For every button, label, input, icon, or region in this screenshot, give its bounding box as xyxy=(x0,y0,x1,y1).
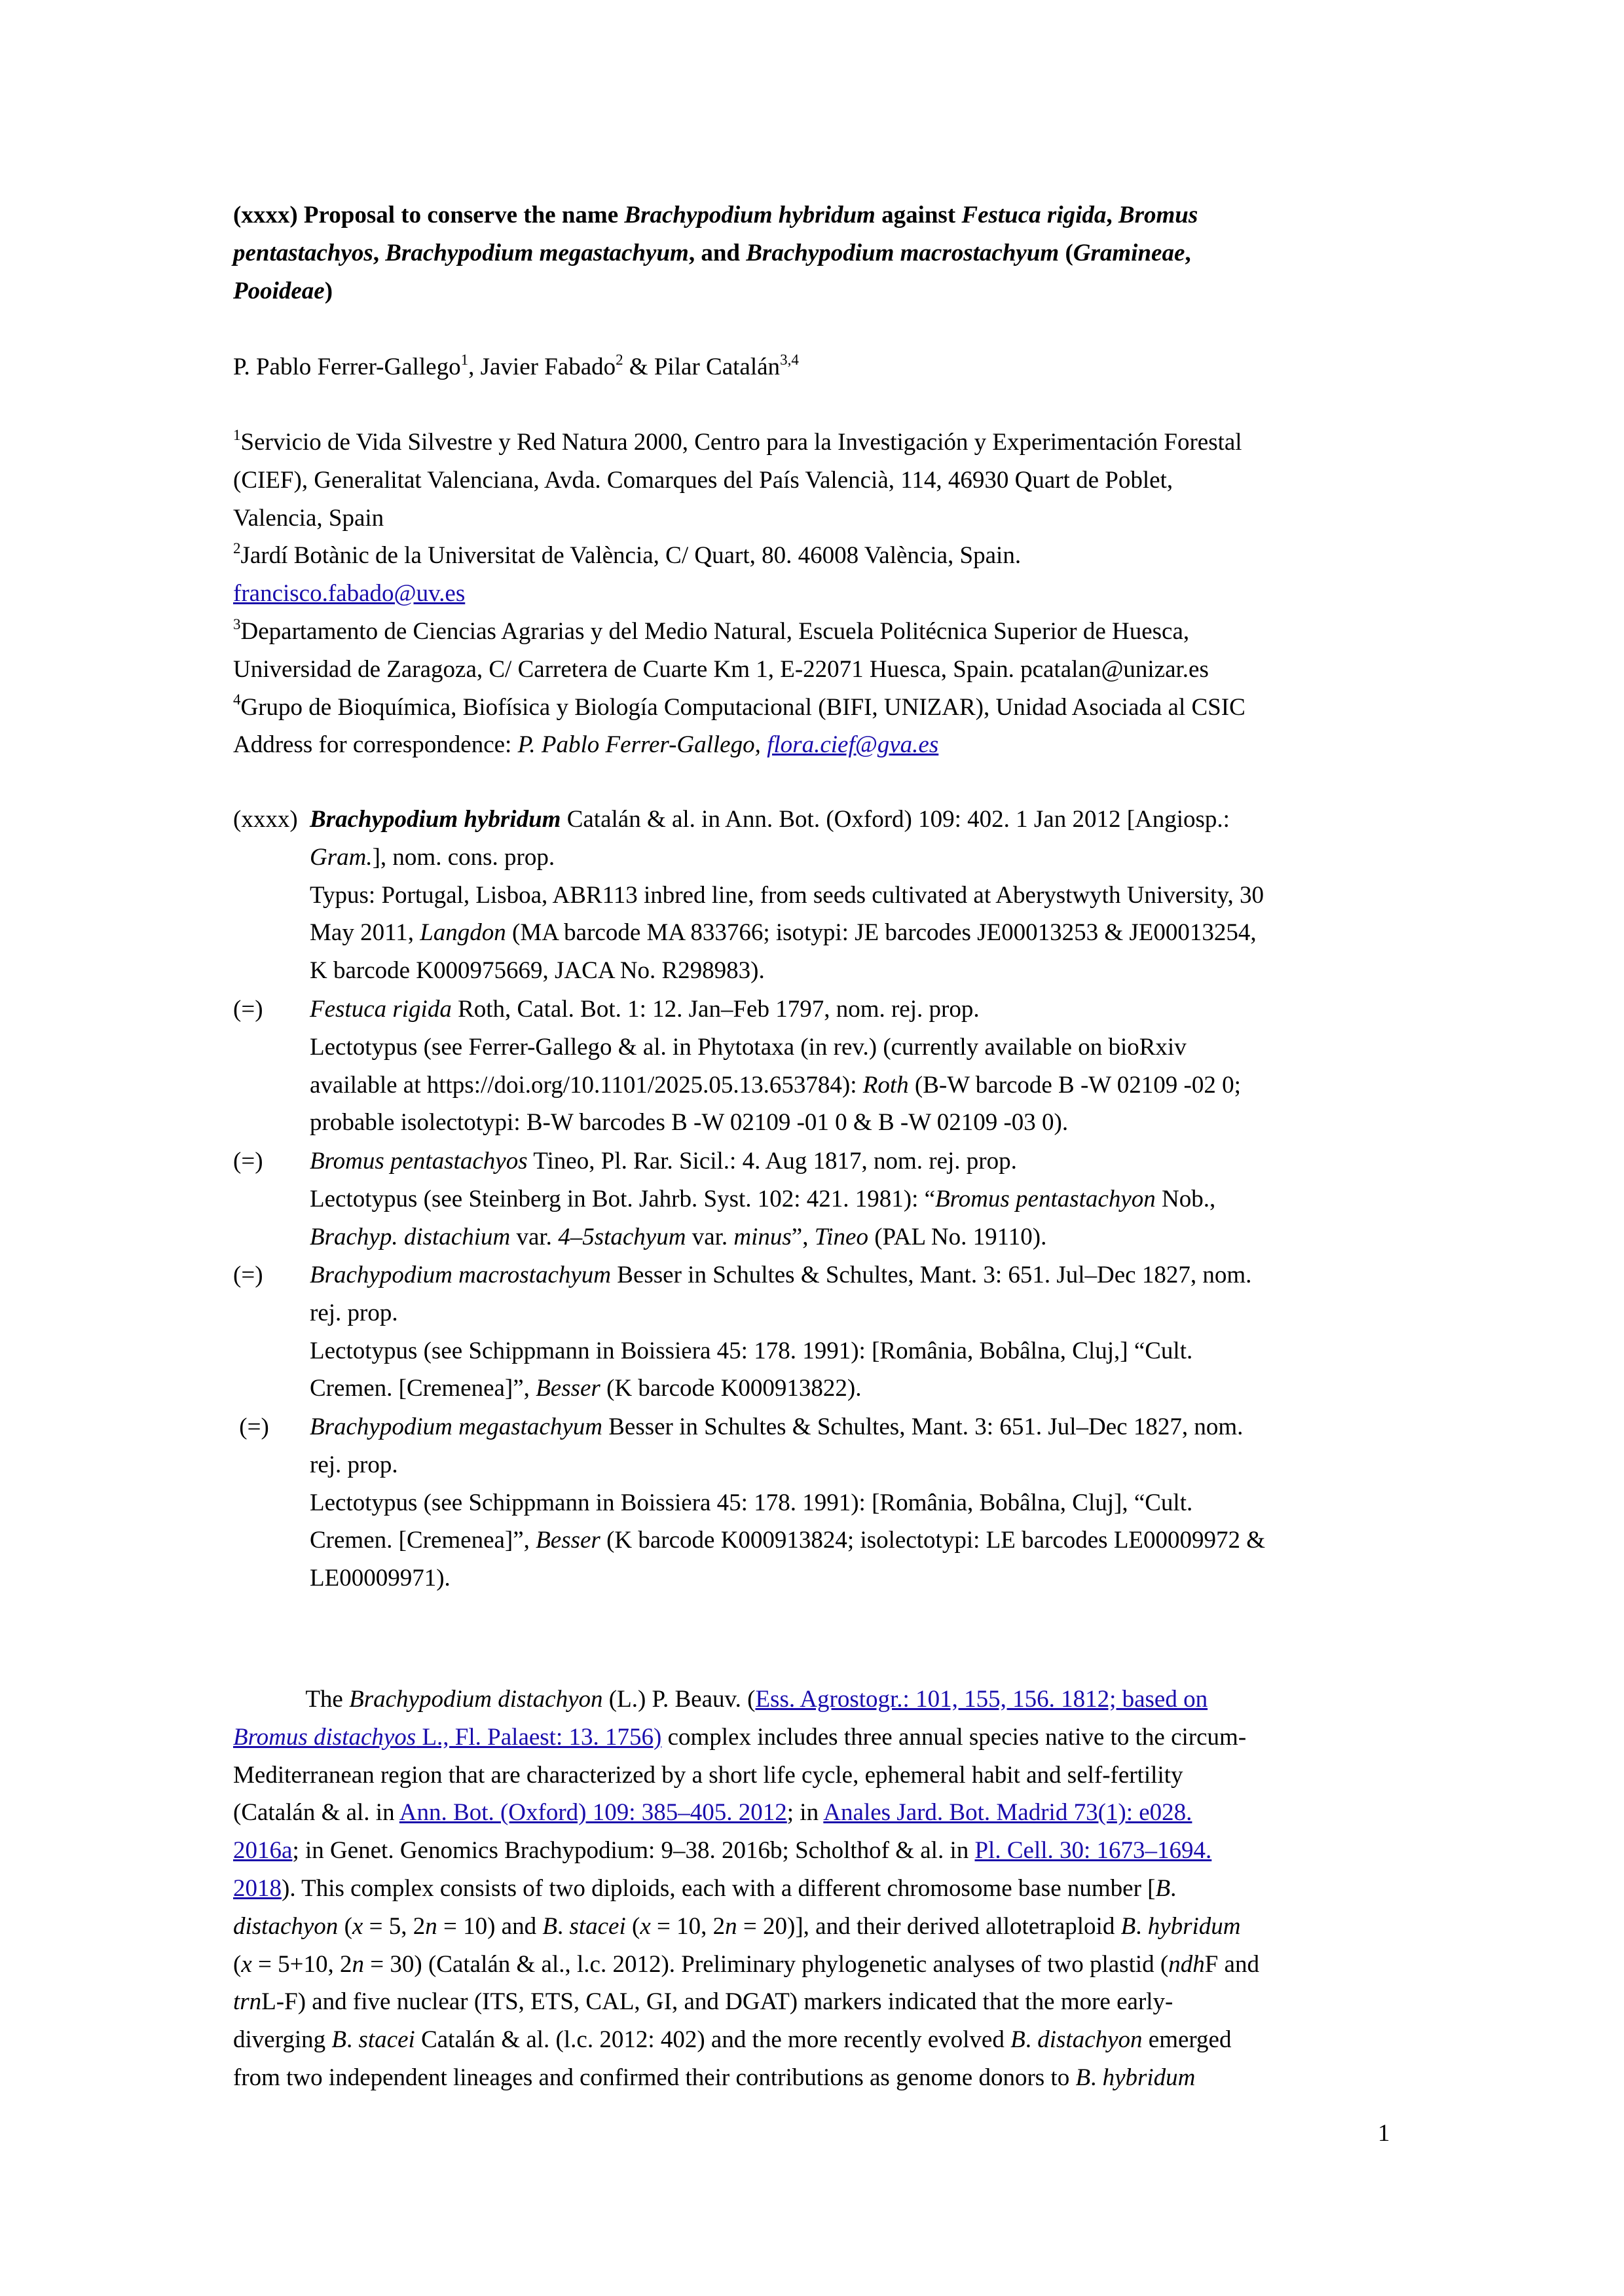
text-run: = 10) and xyxy=(437,1912,543,1940)
text-run: Grupo de Bioquímica, Biofísica y Biología Computacional (BIFI, UNIZAR), Unidad Asociada al CSIC xyxy=(240,693,1246,721)
italic-text: Brachypodium hybridum xyxy=(624,202,876,228)
italic-text: Tineo xyxy=(814,1223,868,1250)
text-run: F and xyxy=(1204,1950,1259,1978)
text-run: Cremen. [Cremenea]”, xyxy=(310,1375,536,1402)
superscript: 1 xyxy=(460,351,469,368)
text-run: against xyxy=(875,202,962,228)
entry-line xyxy=(310,1522,1265,1559)
text-run: emerged xyxy=(1142,2026,1232,2054)
italic-text: 4–5stachyum xyxy=(558,1223,686,1250)
affiliation-line xyxy=(233,575,1405,613)
link[interactable]: francisco.fabado@uv.es xyxy=(233,580,466,608)
text-run: (Catalán & al. in xyxy=(233,1799,399,1827)
text-run: (MA barcode MA 833766; isotypi: JE barcodes JE00013253 & JE00013254, xyxy=(506,919,1257,947)
text-run: Catalán & al. in Ann. Bot. (Oxford) 109: 402. 1 Jan 2012 [Angiosp.: xyxy=(561,806,1230,833)
text-run: (K barcode K000913822). xyxy=(600,1375,862,1402)
entry-line xyxy=(310,1332,1251,1370)
affiliation-line xyxy=(233,500,1405,538)
entry-line xyxy=(310,1218,1215,1256)
text-run: (PAL No. 19110). xyxy=(868,1223,1047,1250)
entry-line xyxy=(310,839,1264,877)
text-run: ( xyxy=(625,1912,640,1940)
text-run: complex includes three annual species native to the circum- xyxy=(661,1723,1247,1751)
text-run: . xyxy=(1170,1874,1177,1902)
text-run: (xxxx) Proposal to conserve the name xyxy=(233,202,625,228)
text-run: available at https://doi.org/10.1101/2025.05.13.653784): xyxy=(310,1071,863,1099)
text-run: ( xyxy=(338,1912,352,1940)
text-run: , xyxy=(373,239,386,266)
superscript: 2 xyxy=(616,351,623,368)
entry-line xyxy=(310,877,1264,915)
body-line xyxy=(233,2059,1405,2097)
entry-text xyxy=(310,1256,1251,1408)
text-run: Nob., xyxy=(1155,1185,1216,1212)
entry-line xyxy=(310,1180,1215,1218)
text-run: Universidad de Zaragoza, C/ Carretera de Cuarte Km 1, E-22071 Huesca, Spain. pcatalan@unizar.es xyxy=(233,655,1209,683)
body-line xyxy=(233,1681,1405,1719)
author-list xyxy=(233,348,1405,386)
italic-text: B xyxy=(542,1912,557,1940)
text-run: rej. prop. xyxy=(310,1299,398,1326)
text-run: = 5, 2 xyxy=(363,1912,426,1940)
text-run: . xyxy=(346,2026,359,2054)
italic-text: Brachypodium megastachyum xyxy=(310,1413,602,1440)
superscript: 2 xyxy=(233,540,241,557)
italic-text: x xyxy=(352,1912,363,1940)
entry-line xyxy=(310,991,1241,1029)
affiliations xyxy=(233,424,1405,764)
text-run: May 2011, xyxy=(310,919,420,947)
superscript: 3,4 xyxy=(780,351,799,368)
link[interactable]: flora.cief@gva.es xyxy=(767,731,939,759)
text-run: ”, xyxy=(791,1223,815,1250)
title-line xyxy=(233,234,1405,272)
text-run: ( xyxy=(233,1950,242,1978)
italic-text: distachyon xyxy=(1037,2026,1143,2054)
italic-text: stacei xyxy=(569,1912,626,1940)
italic-text: Brachypodium macrostachyum xyxy=(310,1262,612,1288)
entry-line xyxy=(310,1029,1241,1066)
link[interactable]: L., Fl. Palaest: 13. 1756) xyxy=(416,1723,662,1751)
italic-text: Gram. xyxy=(310,843,373,871)
text-run: L-F) and five nuclear (ITS, ETS, CAL, GI, and DGAT) markers indicated that the more early- xyxy=(261,1988,1173,2016)
text-run: from two independent lineages and confirmed their contributions as genome donors to xyxy=(233,2064,1076,2091)
text-run: rej. prop. xyxy=(310,1451,398,1478)
text-run: Lectotypus (see Ferrer-Gallego & al. in Phytotaxa (in rev.) (currently available on bioRxiv xyxy=(310,1033,1187,1061)
italic-text: hybridum xyxy=(1147,1912,1241,1940)
text-run: = 10, 2 xyxy=(650,1912,726,1940)
text-run: Catalán & al. (l.c. 2012: 402) and the more recently evolved xyxy=(415,2026,1011,2054)
entry-text xyxy=(310,991,1241,1142)
entry-line xyxy=(310,1066,1241,1104)
italic-text: n xyxy=(352,1950,364,1978)
italic-text: hybridum xyxy=(1102,2064,1196,2091)
text-run: Mediterranean region that are characterized by a short life cycle, ephemeral habit and self-fertility xyxy=(233,1761,1183,1789)
body-line xyxy=(233,1794,1405,1832)
superscript: 3 xyxy=(233,615,241,632)
entry-line xyxy=(310,1104,1241,1142)
text-run: , xyxy=(1185,239,1191,266)
entry-line xyxy=(310,1142,1215,1180)
italic-text: Gramineae xyxy=(1073,239,1185,266)
superscript: 4 xyxy=(233,691,241,708)
italic-text: ndh xyxy=(1168,1950,1205,1978)
italic-text: Festuca rigida xyxy=(961,202,1107,228)
entry-marker: (=) xyxy=(233,1262,263,1288)
affiliation-line xyxy=(233,462,1405,500)
text-run: ; in Genet. Genomics Brachypodium: 9–38. 2016b; Scholthof & al. in xyxy=(292,1837,975,1865)
text-run: ; in xyxy=(786,1799,824,1827)
italic-text: Langdon xyxy=(420,919,506,947)
link[interactable]: Ann. Bot. (Oxford) 109: 385–405. 2012 xyxy=(399,1799,787,1827)
italic-text: trn xyxy=(233,1988,262,2016)
italic-text: Besser xyxy=(536,1527,600,1554)
text-run: Besser in Schultes & Schultes, Mant. 3: 651. Jul–Dec 1827, nom. xyxy=(602,1413,1244,1440)
italic-text: minus xyxy=(733,1223,792,1250)
text-run: The xyxy=(233,1686,350,1713)
affiliation-line xyxy=(233,689,1405,727)
italic-text: Bromus pentastachyon xyxy=(935,1185,1156,1212)
text-run: ( xyxy=(1059,239,1073,266)
entry-text xyxy=(310,1408,1265,1597)
italic-text: x xyxy=(241,1950,252,1978)
italic-text: B xyxy=(1155,1874,1171,1902)
italic-text: x xyxy=(640,1912,651,1940)
link[interactable]: Ess. Agrostogr.: 101, 155, 156. 1812; based on xyxy=(755,1686,1208,1713)
text-run: (B-W barcode B -W 02109 -02 0; xyxy=(908,1071,1241,1099)
text-run: Cremen. [Cremenea]”, xyxy=(310,1527,536,1554)
text-run: Roth, Catal. Bot. 1: 12. Jan–Feb 1797, nom. rej. prop. xyxy=(451,996,980,1023)
italic-text: Brachyp. distachium xyxy=(310,1223,511,1250)
italic-text: Brachypodium macrostachyum xyxy=(746,239,1060,266)
text-run: K barcode K000975669, JACA No. R298983). xyxy=(310,957,765,985)
body-line xyxy=(233,1870,1405,1908)
entry-text xyxy=(310,1142,1215,1256)
text-run: , xyxy=(1106,202,1118,228)
text-run: (L.) P. Beauv. ( xyxy=(602,1686,756,1713)
entry-line xyxy=(310,1446,1265,1484)
superscript: 1 xyxy=(233,426,241,443)
italic-text: Roth xyxy=(862,1071,909,1099)
text-run: = 30) (Catalán & al., l.c. 2012). Preliminary phylogenetic analyses of two plastid ( xyxy=(364,1950,1169,1978)
italic-text: Brachypodium megastachyum xyxy=(385,239,689,266)
text-run: = 20)], and their derived allotetraploid xyxy=(737,1912,1121,1940)
text-run: Tineo, Pl. Rar. Sicil.: 4. Aug 1817, nom. rej. prop. xyxy=(527,1148,1017,1175)
entry-line xyxy=(310,1256,1251,1294)
text-run: Address for correspondence: xyxy=(233,731,518,759)
entry-line xyxy=(310,914,1264,952)
entry-marker: (=) xyxy=(233,996,263,1023)
body-line xyxy=(233,1946,1405,1984)
text-run: P. Pablo Ferrer-Gallego xyxy=(233,354,461,380)
text-run: Servicio de Vida Silvestre y Red Natura 2000, Centro para la Investigación y Experimentación Forestal xyxy=(240,429,1242,456)
entry-marker: (=) xyxy=(233,1148,263,1175)
text-run: var. xyxy=(686,1223,734,1250)
text-run: , Javier Fabado xyxy=(468,354,616,380)
entry-line xyxy=(310,1408,1265,1446)
body-line xyxy=(233,1908,1405,1946)
text-run: . xyxy=(1090,2064,1103,2091)
text-run: & Pilar Catalán xyxy=(623,354,781,380)
link[interactable]: Pl. Cell. 30: 1673–1694. xyxy=(974,1837,1212,1865)
text-run: Departamento de Ciencias Agrarias y del Medio Natural, Escuela Politécnica Superior de Huesca, xyxy=(240,617,1190,645)
author-line xyxy=(233,348,1405,386)
italic-text: pentastachyos xyxy=(233,239,373,266)
title-line xyxy=(233,272,1405,310)
text-run: ], nom. cons. prop. xyxy=(372,843,555,871)
affiliation-line xyxy=(233,613,1405,651)
italic-text: Bromus pentastachyos xyxy=(310,1148,528,1175)
link[interactable]: Anales Jard. Bot. Madrid 73(1): e028. xyxy=(823,1799,1192,1827)
italic-text: B xyxy=(1010,2026,1025,2054)
affiliation-line xyxy=(233,651,1405,689)
entry-marker: (xxxx) xyxy=(233,806,298,833)
italic-text: P. Pablo Ferrer-Gallego, xyxy=(517,731,767,759)
italic-text: stacei xyxy=(358,2026,415,2054)
title-line xyxy=(233,196,1405,234)
text-run: . xyxy=(1135,1912,1148,1940)
italic-text: Brachypodium distachyon xyxy=(349,1686,603,1713)
text-run: . xyxy=(557,1912,570,1940)
italic-text: B xyxy=(331,2026,346,2054)
entry-marker: (=) xyxy=(233,1413,269,1440)
body-text xyxy=(233,1681,1405,2097)
body-line xyxy=(233,1757,1405,1795)
italic-text: Bromus xyxy=(1118,202,1198,228)
text-run: ) xyxy=(324,277,333,304)
text-run: . xyxy=(1025,2026,1038,2054)
text-run: = 5+10, 2 xyxy=(251,1950,352,1978)
affiliation-line xyxy=(233,424,1405,462)
text-run: Valencia, Spain xyxy=(233,504,384,532)
link[interactable]: 2018 xyxy=(233,1874,282,1902)
entry-line xyxy=(310,1559,1265,1597)
entry-line xyxy=(310,1294,1251,1332)
entry-line xyxy=(310,952,1264,990)
affiliation-line xyxy=(233,537,1405,575)
text-run: (CIEF), Generalitat Valenciana, Avda. Comarques del País Valencià, 114, 46930 Quart de Poblet, xyxy=(233,466,1173,494)
text-run: var. xyxy=(510,1223,559,1250)
text-run: diverging xyxy=(233,2026,332,2054)
italic-text: Festuca rigida xyxy=(310,996,452,1023)
text-run: LE00009971). xyxy=(310,1565,451,1592)
body-line xyxy=(233,2021,1405,2059)
italic-text: n xyxy=(725,1912,737,1940)
italic-text: Besser xyxy=(536,1375,600,1402)
link[interactable]: 2016a xyxy=(233,1837,293,1865)
italic-text: B xyxy=(1075,2064,1091,2091)
entry-line xyxy=(310,1484,1265,1522)
text-run: ). This complex consists of two diploids, each with a different chromosome base number [ xyxy=(282,1874,1156,1902)
entry-line xyxy=(310,801,1264,839)
page-number: 1 xyxy=(1378,2120,1390,2147)
entry-text xyxy=(310,801,1264,990)
text-run: Lectotypus (see Steinberg in Bot. Jahrb. Syst. 102: 421. 1981): “ xyxy=(310,1185,936,1212)
italic-text: B xyxy=(1120,1912,1136,1940)
text-run: Jardí Botànic de la Universitat de València, C/ Quart, 80. 46008 València, Spain. xyxy=(240,542,1022,570)
body-line xyxy=(233,1983,1405,2021)
link[interactable]: Bromus distachyos xyxy=(233,1723,416,1751)
text-run: Lectotypus (see Schippmann in Boissiera 45: 178. 1991): [România, Bobâlna, Cluj,] “Cult. xyxy=(310,1337,1193,1364)
italic-text: distachyon xyxy=(233,1912,339,1940)
entry-line xyxy=(310,1370,1251,1408)
text-run: (K barcode K000913824; isolectotypi: LE barcodes LE00009972 & xyxy=(600,1527,1266,1554)
body-line xyxy=(233,1719,1405,1757)
text-run: , and xyxy=(688,239,747,266)
body-line xyxy=(233,1832,1405,1870)
affiliation-line xyxy=(233,726,1405,764)
text-run: Besser in Schultes & Schultes, Mant. 3: 651. Jul–Dec 1827, nom. xyxy=(611,1262,1252,1288)
text-run: Lectotypus (see Schippmann in Boissiera 45: 178. 1991): [România, Bobâlna, Cluj], “Cult. xyxy=(310,1489,1193,1516)
italic-text: n xyxy=(425,1912,437,1940)
text-run: probable isolectotypi: B-W barcodes B -W 02109 -01 0 & B -W 02109 -03 0). xyxy=(310,1109,1069,1137)
bold-italic-text: Brachypodium hybridum xyxy=(310,806,561,833)
italic-text: Pooideae xyxy=(233,277,325,304)
text-run: Typus: Portugal, Lisboa, ABR113 inbred line, from seeds cultivated at Aberystwyth University, 30 xyxy=(310,881,1264,909)
paper-title xyxy=(233,196,1405,310)
